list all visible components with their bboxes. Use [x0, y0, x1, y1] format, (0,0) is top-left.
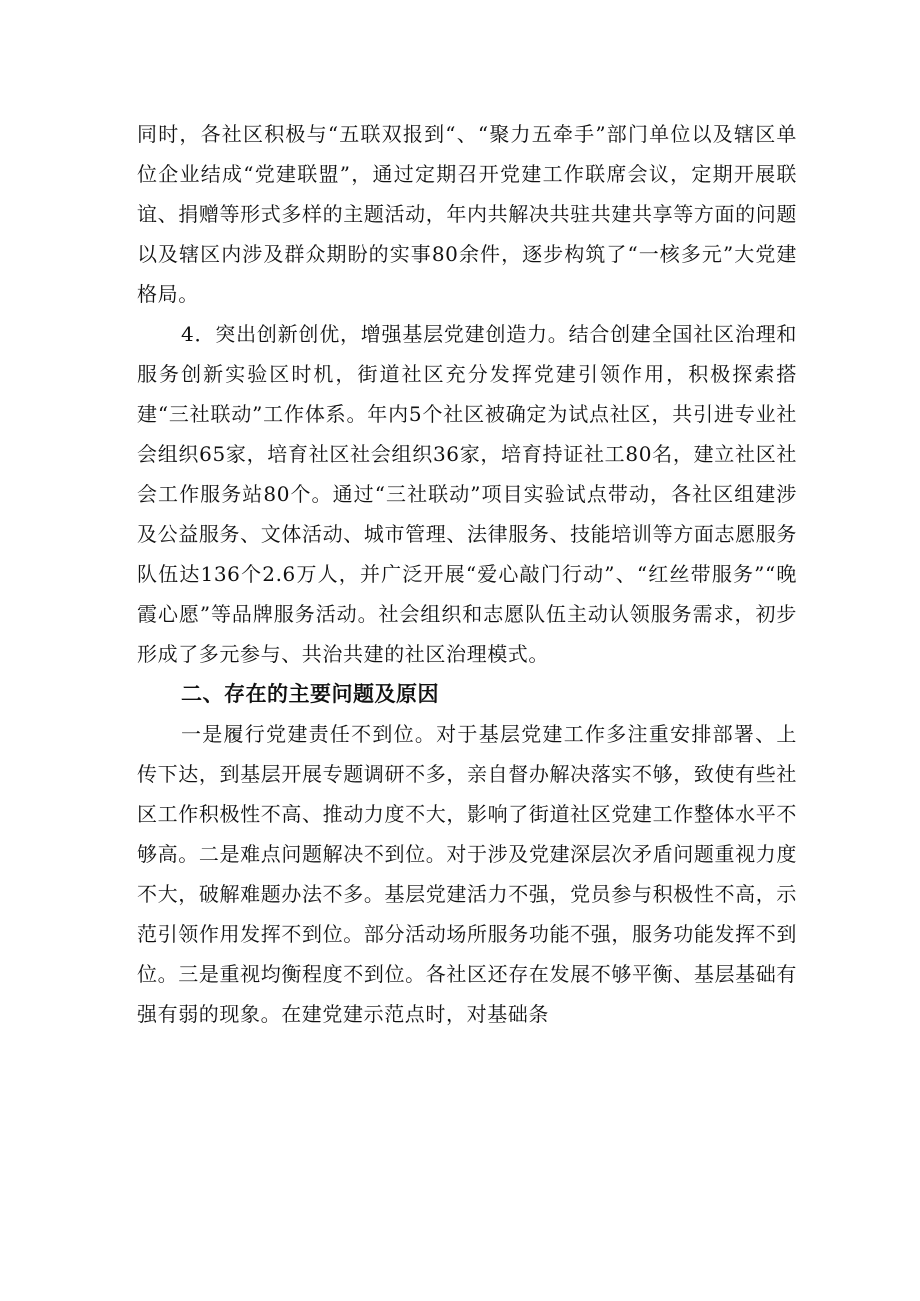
section-heading-problems: 二、存在的主要问题及原因: [181, 682, 439, 706]
document-body: [137, 114, 797, 1034]
paragraph-problems: 一是履行党建责任不到位。对于基层党建工作多注重安排部署、上传下达，到基层开展专题调研不多，亲自督办解决落实不够，致使有些社区工作积极性不高、推动力度不大，影响了街道社区党建工作整体水平不够高。二是难点问题解决不到位。对于涉及党建深层次矛盾问题重视力度不大，破解难题办法不多。基层党建活力不强，党员参与积极性不高，示范引领作用发挥不到位。部分活动场所服务功能不强，服务功能发挥不到位。三是重视均衡程度不到位。各社区还存在发展不够平衡、基层基础有强有弱的现象。在建党建示范点时，对基础条: [137, 722, 797, 1026]
paragraph-party-alliance: 同时，各社区积极与“五联双报到“、“聚力五牵手”部门单位以及辖区单位企业结成“党建联盟”，通过定期召开党建工作联席会议，定期开展联谊、捐赠等形式多样的主题活动，年内共解决共驻共建共享等方面的问题以及辖区内涉及群众期盼的实事80余件，逐步构筑了“一核多元”大党建格局。: [137, 122, 797, 306]
paragraph-innovation: 4．突出创新创优，增强基层党建创造力。结合创建全国社区治理和服务创新实验区时机，街道社区充分发挥党建引领作用，积极探索搭建“三社联动”工作体系。年内5个社区被确定为试点社区，共引进专业社会组织65家，培育社区社会组织36家，培育持证社工80名，建立社区社会工作服务站80个。通过“三社联动”项目实验试点带动，各社区组建涉及公益服务、文体活动、城市管理、法律服务、技能培训等方面志愿服务队伍达136个2.6万人，并广泛开展“爱心敲门行动”、“红丝带服务”“晚霞心愿”等品牌服务活动。社会组织和志愿队伍主动认领服务需求，初步形成了多元参与、共治共建的社区治理模式。: [137, 322, 797, 666]
